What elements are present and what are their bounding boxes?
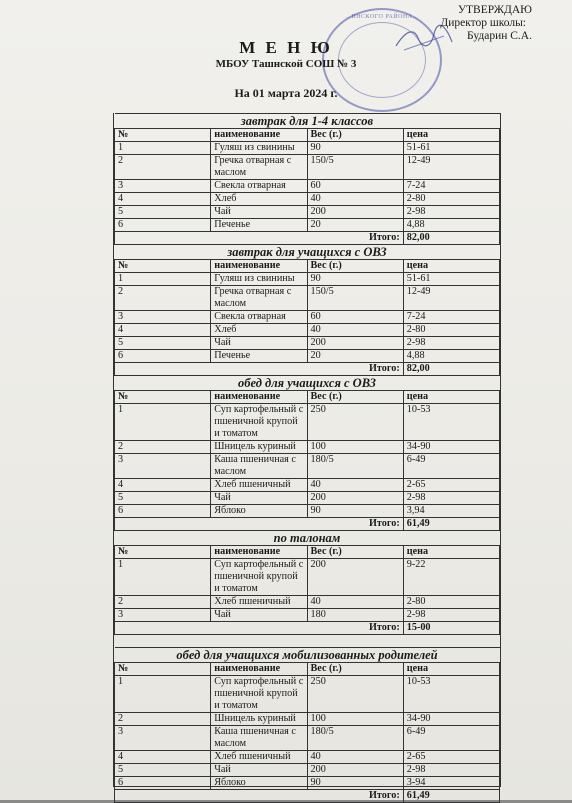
- table-header-row: [115, 260, 500, 273]
- row-name: Шницель куриный: [211, 441, 307, 454]
- row-price: 2-80: [403, 324, 499, 337]
- row-name: Чай: [211, 609, 307, 622]
- total-row: [115, 518, 500, 531]
- table-row: [115, 764, 500, 777]
- total-label: Итого:: [115, 232, 404, 245]
- total-label: Итого:: [115, 790, 404, 803]
- table-row: [115, 559, 500, 596]
- row-name: Хлеб пшеничный: [211, 751, 307, 764]
- row-weight: 180/5: [307, 454, 403, 479]
- row-name: Суп картофельный с пшеничной крупой и томатом: [211, 676, 307, 713]
- section-title: обед для учащихся мобилизованных родителей: [115, 648, 500, 663]
- total-label: Итого:: [115, 363, 404, 376]
- row-price: 2-98: [403, 337, 499, 350]
- total-row: [115, 790, 500, 803]
- row-weight: 200: [307, 337, 403, 350]
- row-number: 3: [115, 311, 211, 324]
- header-weight: Вес (г.): [307, 260, 403, 273]
- row-name: Хлеб: [211, 193, 307, 206]
- header-number: №: [115, 546, 211, 559]
- table-row: [115, 193, 500, 206]
- row-number: 6: [115, 777, 211, 790]
- row-weight: 90: [307, 505, 403, 518]
- row-weight: 20: [307, 350, 403, 363]
- row-weight: 40: [307, 193, 403, 206]
- row-name: Чай: [211, 492, 307, 505]
- table-row: [115, 286, 500, 311]
- row-number: 3: [115, 726, 211, 751]
- table-row: [115, 454, 500, 479]
- row-weight: 90: [307, 777, 403, 790]
- row-price: 2-98: [403, 206, 499, 219]
- seal-text: ...ИНСКОГО РАЙОНА...: [345, 14, 419, 20]
- row-name: Гречка отварная с маслом: [211, 155, 307, 180]
- table-row: [115, 337, 500, 350]
- section-title-row: [115, 376, 500, 391]
- table-row: [115, 596, 500, 609]
- header-name: наименование: [211, 129, 307, 142]
- row-number: 2: [115, 155, 211, 180]
- spacer-cell: [115, 635, 500, 648]
- row-number: 1: [115, 404, 211, 441]
- row-number: 3: [115, 180, 211, 193]
- row-weight: 250: [307, 404, 403, 441]
- approval-name: Бударин С.А.: [467, 30, 532, 42]
- table-row: [115, 609, 500, 622]
- row-number: 2: [115, 441, 211, 454]
- header-price: цена: [403, 663, 499, 676]
- section-title-row: [115, 648, 500, 663]
- row-number: 1: [115, 273, 211, 286]
- row-number: 1: [115, 676, 211, 713]
- row-name: Гуляш из свинины: [211, 273, 307, 286]
- row-number: 1: [115, 142, 211, 155]
- row-number: 3: [115, 609, 211, 622]
- table-row: [115, 273, 500, 286]
- row-price: 34-90: [403, 441, 499, 454]
- approval-heading: УТВЕРЖДАЮ: [457, 4, 532, 16]
- row-name: Яблоко: [211, 505, 307, 518]
- table-row: [115, 479, 500, 492]
- table-header-row: [115, 391, 500, 404]
- section-title: по талонам: [115, 531, 500, 546]
- row-price: 3-94: [403, 777, 499, 790]
- total-row: [115, 622, 500, 635]
- row-name: Гуляш из свинины: [211, 142, 307, 155]
- row-weight: 180/5: [307, 726, 403, 751]
- row-name: Яблоко: [211, 777, 307, 790]
- row-number: 4: [115, 193, 211, 206]
- table-row: [115, 441, 500, 454]
- row-weight: 90: [307, 273, 403, 286]
- row-number: 4: [115, 479, 211, 492]
- row-weight: 150/5: [307, 286, 403, 311]
- row-number: 4: [115, 324, 211, 337]
- menu-table: [114, 113, 500, 803]
- table-row: [115, 713, 500, 726]
- row-number: 2: [115, 596, 211, 609]
- row-number: 6: [115, 350, 211, 363]
- row-name: Хлеб: [211, 324, 307, 337]
- row-price: 4,88: [403, 350, 499, 363]
- school-name: МБОУ Ташнской СОШ № 3: [215, 58, 357, 70]
- row-name: Каша пшеничная с маслом: [211, 726, 307, 751]
- total-value: 61,49: [403, 518, 499, 531]
- row-price: 51-61: [403, 273, 499, 286]
- row-name: Каша пшеничная с маслом: [211, 454, 307, 479]
- table-row: [115, 311, 500, 324]
- row-price: 2-98: [403, 764, 499, 777]
- approval-position: Директор школы:: [440, 17, 526, 29]
- row-price: 2-98: [403, 492, 499, 505]
- row-price: 12-49: [403, 155, 499, 180]
- table-header-row: [115, 546, 500, 559]
- row-name: Чай: [211, 337, 307, 350]
- header-number: №: [115, 391, 211, 404]
- row-weight: 90: [307, 142, 403, 155]
- header-weight: Вес (г.): [307, 663, 403, 676]
- row-price: 2-65: [403, 751, 499, 764]
- table-row: [115, 751, 500, 764]
- row-price: 7-24: [403, 180, 499, 193]
- menu-date: На 01 марта 2024 г.: [234, 86, 338, 100]
- row-name: Суп картофельный с пшеничной крупой и томатом: [211, 404, 307, 441]
- row-weight: 200: [307, 206, 403, 219]
- row-weight: 40: [307, 324, 403, 337]
- table-row: [115, 155, 500, 180]
- row-weight: 150/5: [307, 155, 403, 180]
- row-weight: 40: [307, 751, 403, 764]
- row-number: 4: [115, 751, 211, 764]
- row-weight: 180: [307, 609, 403, 622]
- section-title-row: [115, 245, 500, 260]
- table-row: [115, 726, 500, 751]
- table-row: [115, 324, 500, 337]
- table-row: [115, 142, 500, 155]
- row-number: 5: [115, 206, 211, 219]
- table-row: [115, 777, 500, 790]
- row-number: 5: [115, 492, 211, 505]
- header-price: цена: [403, 546, 499, 559]
- table-header-row: [115, 663, 500, 676]
- header-name: наименование: [211, 391, 307, 404]
- row-price: 2-80: [403, 193, 499, 206]
- row-price: 2-80: [403, 596, 499, 609]
- header-name: наименование: [211, 546, 307, 559]
- total-label: Итого:: [115, 622, 404, 635]
- table-row: [115, 676, 500, 713]
- row-price: 34-90: [403, 713, 499, 726]
- section-title: обед для учащихся с ОВЗ: [115, 376, 500, 391]
- row-number: 2: [115, 286, 211, 311]
- header-price: цена: [403, 391, 499, 404]
- table-header-row: [115, 129, 500, 142]
- row-weight: 20: [307, 219, 403, 232]
- row-price: 10-53: [403, 404, 499, 441]
- row-name: Чай: [211, 206, 307, 219]
- header-number: №: [115, 663, 211, 676]
- total-row: [115, 232, 500, 245]
- table-row: [115, 404, 500, 441]
- row-number: 1: [115, 559, 211, 596]
- row-price: 7-24: [403, 311, 499, 324]
- menu-table-frame: [113, 113, 501, 801]
- total-value: 82,00: [403, 363, 499, 376]
- header-number: №: [115, 129, 211, 142]
- table-row: [115, 505, 500, 518]
- row-price: 6-49: [403, 454, 499, 479]
- header-weight: Вес (г.): [307, 391, 403, 404]
- table-row: [115, 206, 500, 219]
- row-name: Суп картофельный с пшеничной крупой и томатом: [211, 559, 307, 596]
- header-price: цена: [403, 129, 499, 142]
- row-name: Свекла отварная: [211, 180, 307, 193]
- row-price: 3,94: [403, 505, 499, 518]
- header-number: №: [115, 260, 211, 273]
- row-name: Гречка отварная с маслом: [211, 286, 307, 311]
- header-name: наименование: [211, 663, 307, 676]
- section-title-row: [115, 531, 500, 546]
- row-price: 2-98: [403, 609, 499, 622]
- row-price: 12-49: [403, 286, 499, 311]
- row-weight: 40: [307, 479, 403, 492]
- row-price: 10-53: [403, 676, 499, 713]
- row-name: Шницель куриный: [211, 713, 307, 726]
- total-value: 82,00: [403, 232, 499, 245]
- row-weight: 250: [307, 676, 403, 713]
- row-weight: 200: [307, 492, 403, 505]
- row-name: Печенье: [211, 219, 307, 232]
- row-number: 3: [115, 454, 211, 479]
- total-label: Итого:: [115, 518, 404, 531]
- row-price: 51-61: [403, 142, 499, 155]
- section-title: завтрак для учащихся с ОВЗ: [115, 245, 500, 260]
- menu-title: М Е Н Ю: [239, 38, 333, 57]
- spacer-row: [115, 635, 500, 648]
- row-number: 5: [115, 764, 211, 777]
- header-weight: Вес (г.): [307, 546, 403, 559]
- section-title-row: [115, 114, 500, 129]
- table-row: [115, 219, 500, 232]
- row-name: Печенье: [211, 350, 307, 363]
- total-value: 15-00: [403, 622, 499, 635]
- row-price: 4,88: [403, 219, 499, 232]
- row-number: 6: [115, 219, 211, 232]
- header-weight: Вес (г.): [307, 129, 403, 142]
- row-weight: 100: [307, 441, 403, 454]
- row-weight: 100: [307, 713, 403, 726]
- row-weight: 40: [307, 596, 403, 609]
- row-name: Хлеб пшеничный: [211, 479, 307, 492]
- row-number: 2: [115, 713, 211, 726]
- row-name: Чай: [211, 764, 307, 777]
- row-weight: 60: [307, 180, 403, 193]
- row-weight: 200: [307, 764, 403, 777]
- table-row: [115, 492, 500, 505]
- total-row: [115, 363, 500, 376]
- row-name: Свекла отварная: [211, 311, 307, 324]
- row-price: 9-22: [403, 559, 499, 596]
- total-value: 61,49: [403, 790, 499, 803]
- section-title: завтрак для 1-4 классов: [115, 114, 500, 129]
- row-number: 5: [115, 337, 211, 350]
- row-price: 2-65: [403, 479, 499, 492]
- table-row: [115, 350, 500, 363]
- table-row: [115, 180, 500, 193]
- row-number: 6: [115, 505, 211, 518]
- row-price: 6-49: [403, 726, 499, 751]
- header-price: цена: [403, 260, 499, 273]
- row-name: Хлеб пшеничный: [211, 596, 307, 609]
- row-weight: 200: [307, 559, 403, 596]
- header-name: наименование: [211, 260, 307, 273]
- row-weight: 60: [307, 311, 403, 324]
